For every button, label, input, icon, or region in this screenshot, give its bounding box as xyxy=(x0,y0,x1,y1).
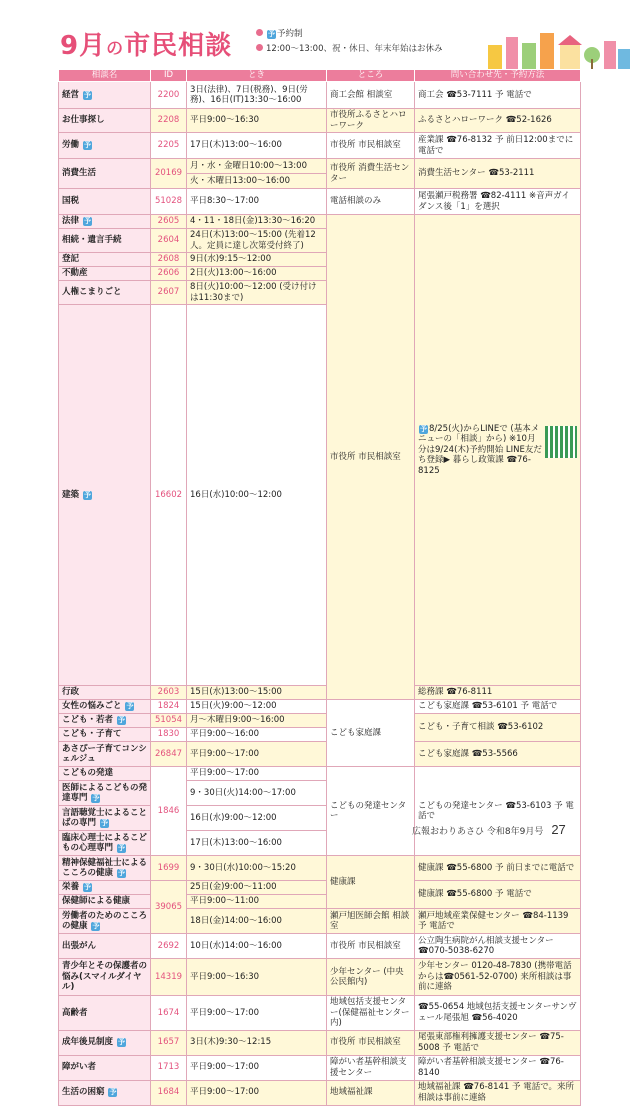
row-id: 1830 xyxy=(151,728,187,742)
table-row xyxy=(59,856,581,881)
row-time: 平日9:00～17:00 xyxy=(187,1055,327,1080)
row-time: 25日(金)9:00～11:00 xyxy=(187,881,327,895)
header-place: ところ xyxy=(327,70,415,82)
law-place: 市役所 市民相談室 xyxy=(327,215,415,700)
row-contact: 産業課 ☎76-8132 予 前日12:00までに電話で xyxy=(415,133,581,159)
row-name: 消費生活 xyxy=(59,159,151,189)
row-name: お仕事探し xyxy=(59,109,151,133)
row-id: 26847 xyxy=(151,742,187,767)
row-name: 経営 予 xyxy=(59,82,151,109)
row-contact: こども家庭課 ☎53-5566 xyxy=(415,742,581,767)
row-name: 高齢者 xyxy=(59,996,151,1031)
row-contact: ☎55-0654 地域包括支援センターサンヴェール尾張旭 ☎56-4020 xyxy=(415,996,581,1031)
row-name: 労働 予 xyxy=(59,133,151,159)
row-id: 51028 xyxy=(151,189,187,215)
row-place: 電話相談のみ xyxy=(327,189,415,215)
row-place: 障がい者基幹相談支援センター xyxy=(327,1055,415,1080)
row-id: 51054 xyxy=(151,714,187,728)
row-contact: 総務課 ☎76-8111 xyxy=(415,686,581,700)
row-id: 2603 xyxy=(151,686,187,700)
footer xyxy=(412,822,566,837)
note-closed xyxy=(256,42,443,57)
row-name: 女性の悩みごと 予 xyxy=(59,700,151,714)
table-row xyxy=(59,109,581,133)
row-id: 2205 xyxy=(151,133,187,159)
town-illustration xyxy=(480,25,635,69)
row-id: 2604 xyxy=(151,229,187,253)
table-row xyxy=(59,959,581,996)
table-row xyxy=(59,1055,581,1080)
row-name: 労働者のためのこころの健康 予 xyxy=(59,909,151,934)
row-id: 2608 xyxy=(151,253,187,267)
row-name: 相続・遺言手続 xyxy=(59,229,151,253)
reservation-badge: 予 xyxy=(268,30,275,38)
row-name: 成年後見制度 予 xyxy=(59,1030,151,1055)
row-time: 平日9:00～16:00 xyxy=(187,728,327,742)
row-name: こどもの発達 xyxy=(59,767,151,781)
row-name: 障がい者 xyxy=(59,1055,151,1080)
law-contact: 予 8/25(火)からLINEで (基本メニューの「相談」から) ※10月分は9/24(木)予約開始 LINE友だち登録▶ 暮らし政策課 ☎76-8125 xyxy=(415,215,581,686)
row-name: 青少年とその保護者の悩み(スマイルダイヤル) xyxy=(59,959,151,996)
row-name: 行政 xyxy=(59,686,151,700)
row-time: 16日(水)10:00～12:00 xyxy=(187,305,327,686)
row-time: 16日(水)9:00～12:00 xyxy=(187,806,327,831)
page-number: 27 xyxy=(551,822,566,837)
row-id: 2208 xyxy=(151,109,187,133)
row-contact: 障がい者基幹相談支援センター ☎76-8140 xyxy=(415,1055,581,1080)
row-place: 市役所 市民相談室 xyxy=(327,133,415,159)
reservation-badge: 予 xyxy=(117,1038,125,1047)
table-row xyxy=(59,159,581,174)
kenko-place: 健康課 xyxy=(327,856,415,909)
row-name: あさぴー子育てコンシェルジュ xyxy=(59,742,151,767)
row-place: 地域福祉課 xyxy=(327,1080,415,1105)
table-row xyxy=(59,189,581,215)
row-name: 臨床心理士によるこどもの心理専門 予 xyxy=(59,831,151,856)
row-name: こども・若者 予 xyxy=(59,714,151,728)
row-time: 月・水・金曜日10:00～13:00 xyxy=(187,159,327,174)
row-time: 平日9:00～16:30 xyxy=(187,109,327,133)
row-time: 2日(火)13:00～16:00 xyxy=(187,267,327,281)
row-time: 平日9:00～16:30 xyxy=(187,959,327,996)
bullet-icon xyxy=(256,44,263,51)
table-row xyxy=(59,215,581,229)
bullet-icon xyxy=(256,29,263,36)
row-id: 2692 xyxy=(151,934,187,959)
reservation-badge: 予 xyxy=(92,922,100,930)
row-time: 平日9:00～17:00 xyxy=(187,996,327,1031)
row-time: 3日(法律)、7日(税務)、9日(労務)、16日(IT)13:30～16:00 xyxy=(187,82,327,109)
row-contact: 瀬戸地域産業保健センター ☎84-1139 予 電話で xyxy=(415,909,581,934)
row-time: 平日8:30～17:00 xyxy=(187,189,327,215)
table-row xyxy=(59,1080,581,1105)
line-qr-code xyxy=(545,426,577,458)
row-name: 不動産 xyxy=(59,267,151,281)
header xyxy=(60,25,580,69)
row-time: 8日(火)10:00～12:00 (受け付けは11:30まで) xyxy=(187,281,327,305)
row-time: 平日9:00～17:00 xyxy=(187,1080,327,1105)
row-contact: 消費生活センター ☎53-2111 xyxy=(415,159,581,189)
row-id: 2605 xyxy=(151,215,187,229)
row-time: 24日(木)13:00～15:00 (先着12人。定員に達し次第受付終了) xyxy=(187,229,327,253)
row-contact: こども・子育て相談 ☎53-6102 xyxy=(415,714,581,742)
row-contact: 尾張東部権利擁護支援センター ☎75-5008 予 電話で xyxy=(415,1030,581,1055)
row-id: 1684 xyxy=(151,1080,187,1105)
table-row xyxy=(59,133,581,159)
row-id: 14319 xyxy=(151,959,187,996)
row-time: 17日(木)13:00～16:00 xyxy=(187,831,327,856)
row-place: 市役所 消費生活センター xyxy=(327,159,415,189)
row-id: 1824 xyxy=(151,700,187,714)
row-id: 16602 xyxy=(151,305,187,686)
consultation-table xyxy=(58,69,581,1106)
reservation-badge: 予 xyxy=(83,90,91,99)
row-place: 瀬戸旭医師会館 相談室 xyxy=(327,909,415,934)
row-time: 10日(水)14:00～16:00 xyxy=(187,934,327,959)
row-time: 平日9:00～17:00 xyxy=(187,767,327,781)
table-row xyxy=(59,996,581,1031)
header-name: 相談名 xyxy=(59,70,151,82)
row-name: 精神保健福祉士によるこころの健康 予 xyxy=(59,856,151,881)
row-place: 商工会館 相談室 xyxy=(327,82,415,109)
row-contact: ふるさとハローワーク ☎52-1626 xyxy=(415,109,581,133)
row-time: 9日(水)9:15～12:00 xyxy=(187,253,327,267)
row-name: 保健師による健康 xyxy=(59,895,151,909)
reservation-badge: 予 xyxy=(92,794,100,802)
title-main: 市民相談 xyxy=(124,31,233,61)
row-time: 15日(火)9:00～12:00 xyxy=(187,700,327,714)
hattatsu-id: 1846 xyxy=(151,767,187,856)
reservation-badge: 予 xyxy=(109,1088,117,1097)
reservation-badge: 予 xyxy=(83,217,91,226)
row-time: 平日9:00～11:00 xyxy=(187,895,327,909)
table-row xyxy=(59,934,581,959)
notes xyxy=(256,27,443,57)
table-row xyxy=(59,714,581,728)
kenko-id: 39065 xyxy=(151,881,187,934)
row-contact: 健康課 ☎55-6800 予 前日までに電話で xyxy=(415,856,581,881)
row-id: 2200 xyxy=(151,82,187,109)
hattatsu-contact: こどもの発達センター ☎53-6103 予 電話で xyxy=(415,767,581,856)
reservation-badge: 予 xyxy=(117,844,125,852)
row-place: 少年センター (中央公民館内) xyxy=(327,959,415,996)
header-contact: 問い合わせ先・予約方法 xyxy=(415,70,581,82)
page-title xyxy=(60,25,232,62)
row-place: 地域包括支援センター(保健福祉センター内) xyxy=(327,996,415,1031)
row-contact: 少年センター 0120-48-7830 (携帯電話からは☎0561-52-0700) 来所相談は事前に連絡 xyxy=(415,959,581,996)
row-contact: こども家庭課 ☎53-6101 予 電話で xyxy=(415,700,581,714)
reservation-badge: 予 xyxy=(83,141,91,150)
row-time: 9・30日(水)10:00～15:20 xyxy=(187,856,327,881)
table-row xyxy=(59,686,581,700)
row-place: 市役所 市民相談室 xyxy=(327,1030,415,1055)
reservation-badge: 予 xyxy=(83,883,91,892)
reservation-badge: 予 xyxy=(117,716,125,725)
kodomo-place: こども家庭課 xyxy=(327,700,415,767)
row-name: 出張がん xyxy=(59,934,151,959)
row-time: 15日(水)13:00～15:00 xyxy=(187,686,327,700)
row-id: 1699 xyxy=(151,856,187,881)
table-header xyxy=(59,70,581,82)
row-place: 市役所ふるさとハローワーク xyxy=(327,109,415,133)
hattatsu-place: こどもの発達センター xyxy=(327,767,415,856)
reservation-badge: 予 xyxy=(117,869,125,877)
row-id: 1657 xyxy=(151,1030,187,1055)
reservation-badge: 予 xyxy=(420,424,427,433)
table-row xyxy=(59,700,581,714)
row-name: 医師によるこどもの発達専門 予 xyxy=(59,781,151,806)
table-row xyxy=(59,909,581,934)
title-particle: の xyxy=(106,39,125,59)
table-row xyxy=(59,742,581,767)
row-time: 4・11・18日(金)13:30～16:20 xyxy=(187,215,327,229)
header-time: とき xyxy=(187,70,327,82)
row-time: 3日(木)9:30～12:15 xyxy=(187,1030,327,1055)
row-place: 市役所 市民相談室 xyxy=(327,934,415,959)
row-id: 1713 xyxy=(151,1055,187,1080)
reservation-badge: 予 xyxy=(126,702,134,711)
table-row xyxy=(59,1030,581,1055)
table-row xyxy=(59,881,581,895)
row-name: 言語聴覚士によることばの専門 予 xyxy=(59,806,151,831)
note-line2: 12:00～13:00、祝・休日、年末年始はお休み xyxy=(266,44,443,54)
row-time: 月～木曜日9:00～16:00 xyxy=(187,714,327,728)
row-time: 9・30日(火)14:00～17:00 xyxy=(187,781,327,806)
note-reservation xyxy=(256,27,443,42)
header-id: ID xyxy=(151,70,187,82)
kenko-contact: 健康課 ☎55-6800 予 電話で xyxy=(415,881,581,909)
title-month: 9月 xyxy=(60,31,107,61)
row-contact: 公立陶生病院がん相談支援センター ☎070-5038-6270 xyxy=(415,934,581,959)
reservation-badge: 予 xyxy=(83,490,91,499)
row-id: 2607 xyxy=(151,281,187,305)
reservation-badge: 予 xyxy=(100,819,108,827)
row-contact: 商工会 ☎53-7111 予 電話で xyxy=(415,82,581,109)
row-id: 2606 xyxy=(151,267,187,281)
table-row xyxy=(59,82,581,109)
row-time: 17日(木)13:00～16:00 xyxy=(187,133,327,159)
table-row xyxy=(59,767,581,781)
row-time: 18日(金)14:00～16:00 xyxy=(187,909,327,934)
row-contact: 地域福祉課 ☎76-8141 予 電話で。来所相談は事前に連絡 xyxy=(415,1080,581,1105)
publication-name: 広報おわりあさひ 令和8年9月号 xyxy=(412,827,544,837)
row-name: 国税 xyxy=(59,189,151,215)
row-name: こども・子育て xyxy=(59,728,151,742)
row-name: 法律 予 xyxy=(59,215,151,229)
row-name: 人権こまりごと xyxy=(59,281,151,305)
row-name: 生活の困窮 予 xyxy=(59,1080,151,1105)
row-contact: 尾張瀬戸税務署 ☎82-4111 ※音声ガイダンス後「1」を選択 xyxy=(415,189,581,215)
row-name: 栄養 予 xyxy=(59,881,151,895)
row-id: 1674 xyxy=(151,996,187,1031)
row-time: 平日9:00～17:00 xyxy=(187,742,327,767)
row-time: 火・木曜日13:00～16:00 xyxy=(187,174,327,189)
note-line1: 予約制 xyxy=(277,29,303,39)
row-id: 20169 xyxy=(151,159,187,189)
row-name: 登記 xyxy=(59,253,151,267)
row-name: 建築 予 xyxy=(59,305,151,686)
